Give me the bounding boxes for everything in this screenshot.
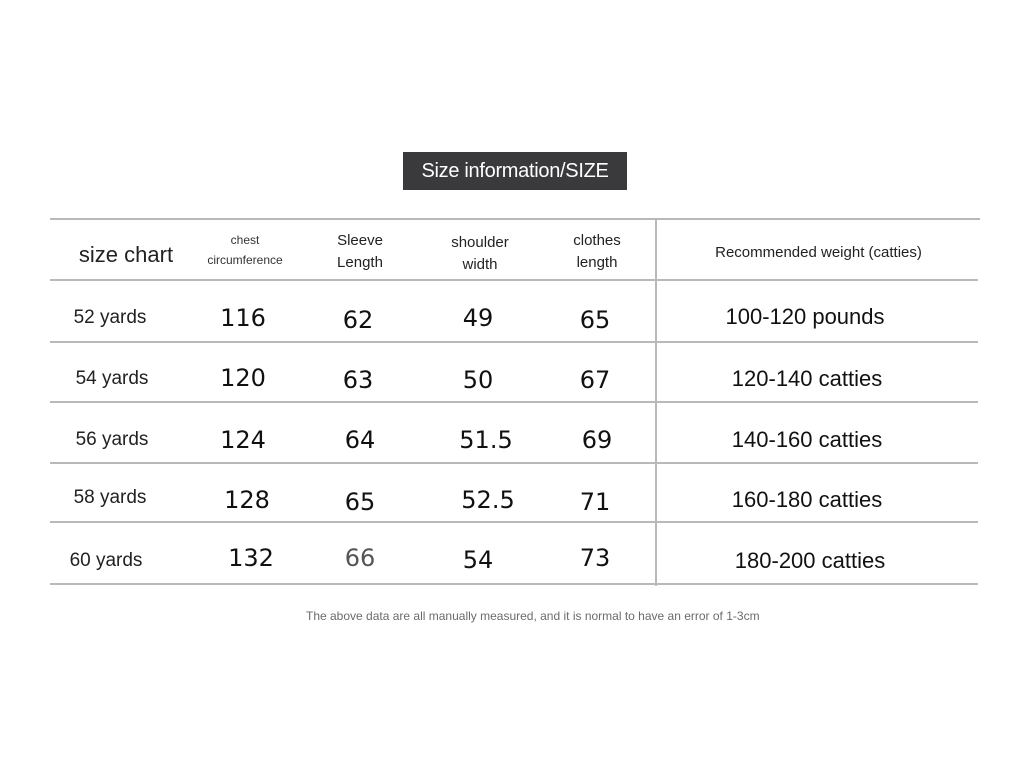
- cell-chest: 132: [228, 544, 274, 572]
- cell-shoulder: 50: [462, 366, 494, 394]
- header-recommended-weight: Recommended weight (catties): [715, 243, 922, 261]
- header-length-line1: clothes: [573, 232, 621, 249]
- cell-weight: 140-160 catties: [731, 427, 883, 452]
- header-length-line2: length: [576, 254, 618, 271]
- cell-shoulder: 51.5: [459, 426, 513, 454]
- cell-sleeve: 66: [344, 544, 376, 572]
- header-chest-line2: circumference: [207, 253, 283, 267]
- header-chest: [200, 230, 290, 270]
- row-size-56: 56 yards: [75, 429, 149, 450]
- header-shoulder: [435, 231, 525, 277]
- cell-weight: 180-200 catties: [734, 548, 886, 573]
- table-rule: [50, 279, 978, 281]
- cell-chest: 128: [224, 486, 270, 514]
- cell-chest: 120: [220, 364, 266, 392]
- row-size-60: 60 yards: [69, 550, 143, 571]
- cell-shoulder: 52.5: [461, 486, 515, 514]
- cell-length: 67: [579, 366, 611, 394]
- header-shoulder-line2: width: [462, 256, 498, 273]
- table-rule-top: [50, 218, 980, 220]
- cell-chest: 116: [220, 304, 266, 332]
- cell-weight: 120-140 catties: [731, 366, 883, 391]
- cell-shoulder: 49: [462, 304, 494, 332]
- cell-chest: 124: [220, 426, 266, 454]
- header-shoulder-line1: shoulder: [451, 234, 509, 251]
- cell-length: 73: [579, 544, 611, 572]
- header-sleeve-line1: Sleeve: [337, 232, 383, 249]
- cell-length: 71: [579, 488, 611, 516]
- cell-shoulder: 54: [462, 546, 494, 574]
- header-sleeve-line2: Length: [337, 254, 383, 271]
- cell-sleeve: 63: [342, 366, 374, 394]
- header-size-chart: size chart: [78, 242, 174, 267]
- header-sleeve: [320, 230, 400, 274]
- row-size-52: 52 yards: [73, 307, 147, 328]
- cell-weight: 160-180 catties: [731, 487, 883, 512]
- row-size-54: 54 yards: [75, 368, 149, 389]
- footnote: The above data are all manually measured, and it is normal to have an error of 1-3cm: [306, 609, 760, 623]
- page-title: Size information/SIZE: [403, 152, 627, 190]
- header-clothes-length: [555, 230, 639, 274]
- cell-sleeve: 64: [344, 426, 376, 454]
- cell-sleeve: 62: [342, 306, 374, 334]
- header-chest-line1: chest: [230, 233, 260, 247]
- cell-weight: 100-120 pounds: [725, 304, 885, 329]
- cell-length: 65: [579, 306, 611, 334]
- row-size-58: 58 yards: [73, 487, 147, 508]
- cell-length: 69: [581, 426, 613, 454]
- cell-sleeve: 65: [344, 488, 376, 516]
